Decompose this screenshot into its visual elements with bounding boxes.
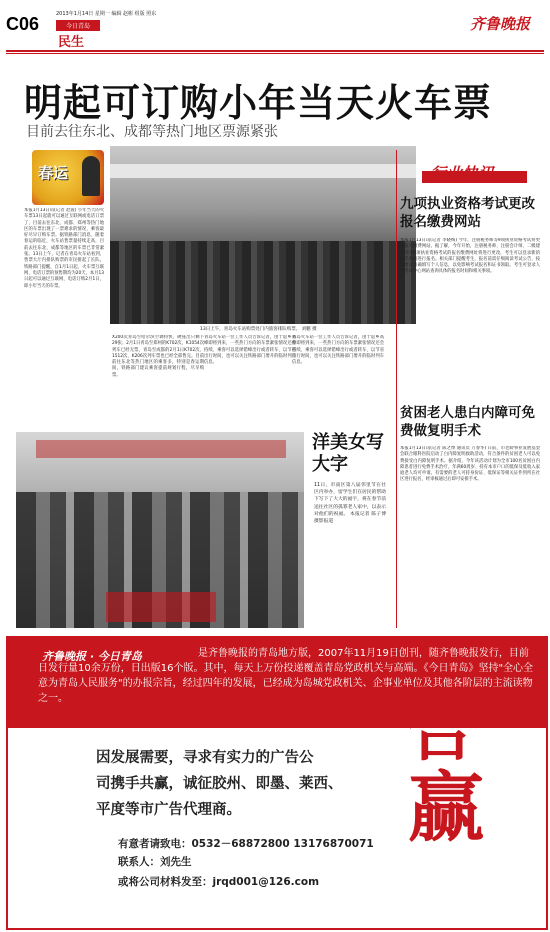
calligraphy-headline: 洋美女写大字 <box>312 432 384 475</box>
header-rule <box>6 50 544 52</box>
photo-window-band <box>110 164 416 178</box>
photo-banner <box>36 440 286 458</box>
sidebar-news2-title: 贫困老人患白内障可免费做复明手术 <box>400 405 535 439</box>
ad-slogan-line3: 平度等市广告代理商。 <box>96 802 241 818</box>
article-body-col4: 青岛火车站一位工作人员告诉记者，由于返乡高峰即将到来，一些热门方向的车票紧张情况还会持续，乘客可以选择错峰出行或者转车，以节省出行时间，也可以关注铁路部门增开的临时列车信息。 <box>292 335 384 366</box>
date-line: 2013年1月14日 星期一 编辑 赵彬 组版 照东 <box>56 11 157 17</box>
section-name: 民生 <box>58 35 85 50</box>
article-body-col3: 青岛火车站一位工作人员告诉记者，由于返乡高峰即将到来，一些热门方向的车票紧张情况还会持续，乘客可以选择错峰出行或者转车，以节省出行时间，也可以关注铁路部门增开的临时列车信息。 <box>204 335 296 366</box>
ad-phone: 有意者请致电：0532－68872800 13176870071 <box>118 838 374 850</box>
sidebar-divider <box>396 150 397 628</box>
sidebar-news2-body: 本报1月13日讯(记者 陈之博 通讯员 万春华) 日前，市老龄事业发展基金会联合眼科医院启动了白内障复明救助活动，符合条件的贫困老人可以免费接受白内障复明手术。据介绍，今年该活动计划为全市100名贫困白内障患者进行免费手术治疗，年满60周岁、持有本市户口的低保及低收入家庭老人均可申请。有需要的老人可持身份证、低保证等相关证件到所在社区进行报名，经审核通过后即可安排手术。 <box>400 446 540 483</box>
badge-figure <box>82 156 100 196</box>
ad-big-char-1: 合 <box>408 692 477 771</box>
industry-news-label <box>416 153 536 189</box>
page-code: C06 <box>6 14 40 34</box>
subhead: 目前去往东北、成都等热门地区票源紧张 <box>26 124 278 140</box>
header-rule-thin <box>6 53 544 54</box>
article-body-col1: 本报1月13日讯(记者 赵波) 小年当天的火车票13日起就可以通过互联网或电话订票了，目前去往东北、成都、郑州等热门地区的车票出现了一票难求的情况，乘客最好尽早订购车票。据铁路部门消息，随着春运的临近，火车站售票量持续走高，目前去往东北、成都等地区的车票已非常紧张。13日上午，记者在青岛火车站看到，售票大厅内排队购票的市民排起了长队。铁路部门提醒，自1月1日起，火车票互联网、电话订票的预售期均为20天，本月13日起可以通过互联网、电话订购2月1日，即小年当天的车票。 <box>24 208 104 289</box>
station-photo-caption: 13日上午，青岛火车站购票处门内旅客排队购票。 刘鹏 摄 <box>200 327 317 332</box>
sidebar-news1-title: 九项执业资格考试更改报名缴费网站 <box>400 196 535 230</box>
industry-news-text: 行业快讯 <box>430 164 495 183</box>
chunyun-badge-text: 春运 <box>38 164 69 182</box>
brand-logo: 齐鲁晚报 <box>470 15 531 33</box>
sidebar-news1-body: 本报1月13日讯(记者 李晓梅) 今年，注册税务师等9项执业资格考试将更改报名缴费网站。据了解，今年开始，注册税务师、注册会计师、二级建造师等9项执业资格考试的报名缴费网址将进行更改，考生可以登录新的报名系统进行报名。相关部门提醒考生，报名前需仔细阅读考试公告，按照要求准确填写个人信息，以免影响考试报名和证书领取。考生可登录人事考试中心网站查询具体的报名时间和相关事项。 <box>400 238 540 275</box>
station-photo <box>110 146 416 324</box>
photo-crowd <box>110 241 416 324</box>
ad-brand: 齐鲁晚报 · 今日青岛 <box>42 650 142 663</box>
chunyun-badge <box>32 150 104 205</box>
calligraphy-photo <box>16 432 304 628</box>
photo-table-red <box>106 592 216 622</box>
ad-contact: 联系人：刘先生 <box>118 856 192 868</box>
ad-intro: 是齐鲁晚报的青岛地方版，2007年11月19日创刊，随齐鲁晚报发行，目前日发行量10余万份，日出版16个版。其中，每天上万份投递覆盖青岛党政机关与高端。《今日青岛》坚持"全心全意为青岛人民服务"的办报宗旨，经过四年的发展，已经成为岛城党政机关、企事业单位及其他各阶层的主流读物之一。 <box>38 648 534 704</box>
calligraphy-caption: 11日，市南区第八届邻里节在社区内举办，留学生们在居民的帮助下写下了大大的福字，将在春节前送往社区的孤寡老人家中，以表示对他们的祝福。 本报记者 陈子博 摄影报道 <box>314 483 386 525</box>
advertisement <box>6 636 548 930</box>
headline: 明起可订购小年当天火车票 <box>24 81 493 125</box>
ad-slogan-line1: 因发展需要，寻求有实力的广告公 <box>96 750 314 766</box>
article-body-col2: X200次青岛至哈尔滨空调特快，硬座出只剩下29张；2月1日青岛至郑州的K702次、K1054次列车已经无票，青岛至成都的2月1日K702次、1512次、K206次列车票也已经全部售完。目前前往东北等热门地区的乘客多，特别是春运期间，铁路部门建议乘客提前规划行程，尽早购票。 <box>112 335 204 378</box>
section-tag: 今日青岛 <box>56 20 100 31</box>
ad-slogan-line2: 司携手共赢，诚征胶州、即墨、莱西、 <box>96 776 343 792</box>
ad-big-char-2: 赢 <box>408 763 484 852</box>
ad-email: 或将公司材料发至：jrqd001@126.com <box>118 876 320 888</box>
